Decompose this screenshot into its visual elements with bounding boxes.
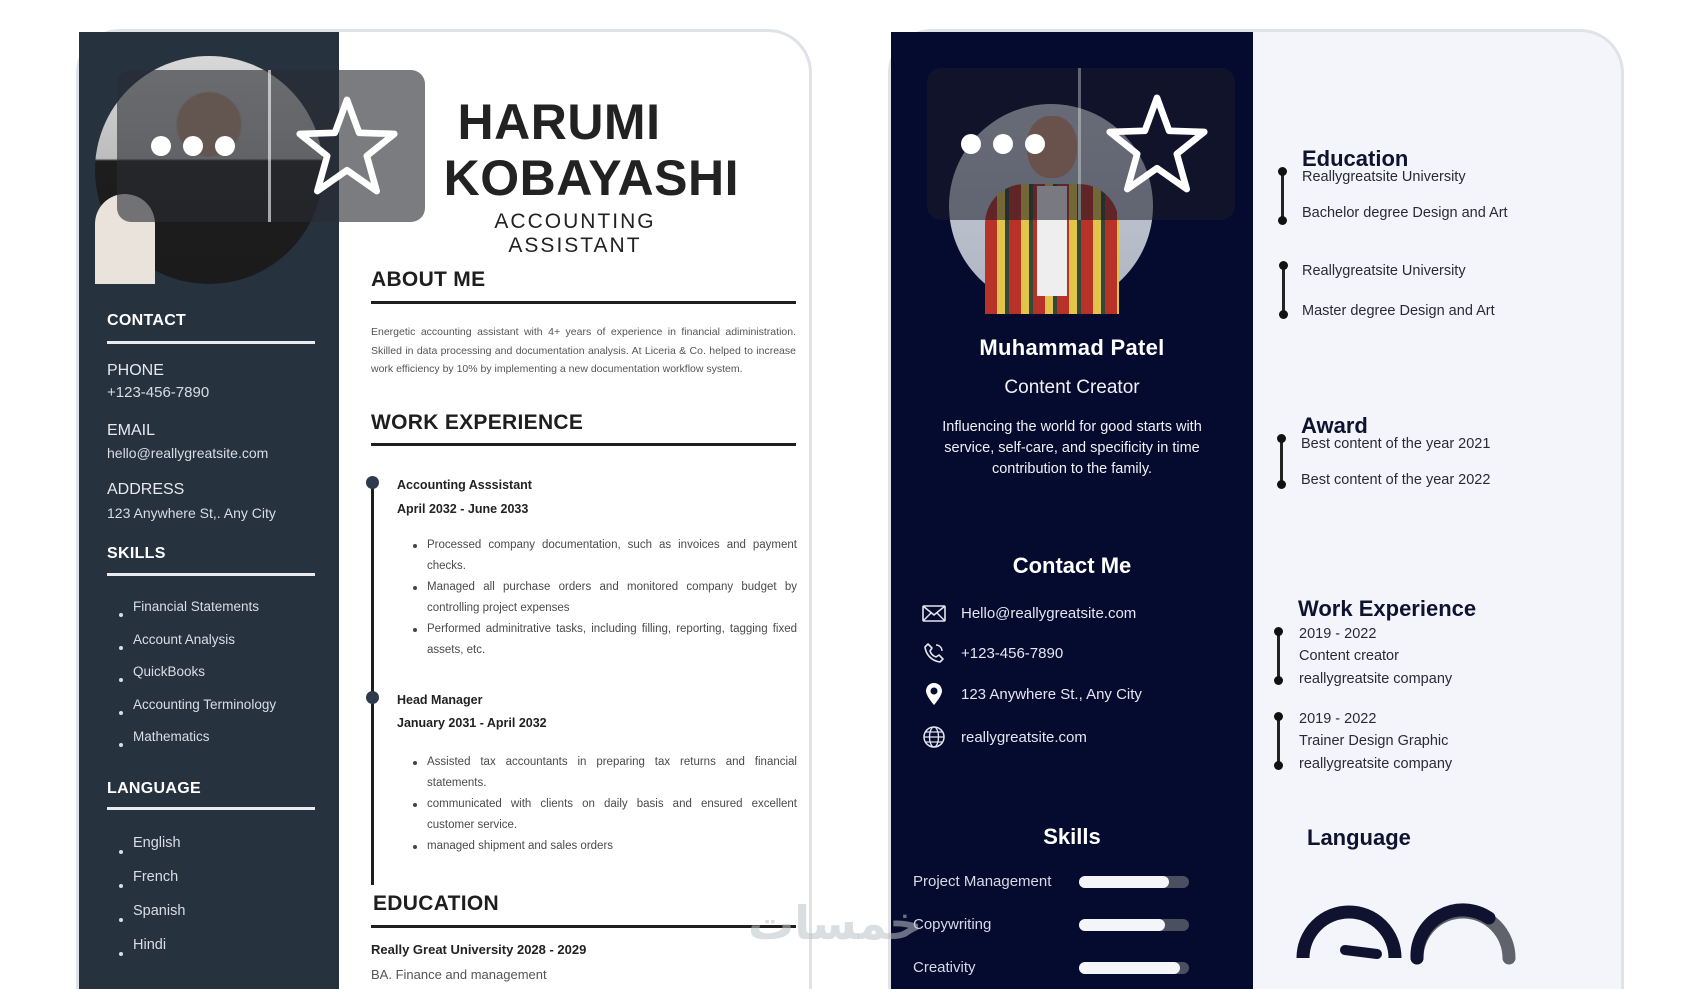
language-item: French: [119, 869, 185, 903]
contact-heading: CONTACT: [107, 312, 187, 329]
timeline-connector: [1281, 171, 1284, 221]
divider: [107, 807, 315, 810]
job-bullet: Assisted tax accountants in preparing tax returns and financial statements.: [413, 752, 797, 794]
skill-item: Accounting Terminology: [119, 697, 276, 730]
skill-item: Mathematics: [119, 729, 276, 762]
job-dates: April 2032 - June 2033: [397, 502, 529, 516]
divider: [371, 301, 796, 304]
divider: [107, 341, 315, 344]
work-company: reallygreatsite company: [1299, 671, 1453, 687]
job-bullets: [413, 535, 797, 661]
work-heading: WORK EXPERIENCE: [371, 411, 584, 434]
skill-item: Financial Statements: [119, 599, 276, 632]
card-hover-overlay: [927, 68, 1235, 220]
award-item: Best content of the year 2022: [1301, 472, 1491, 488]
mail-icon: [921, 600, 947, 626]
timeline-dot: [366, 691, 379, 704]
timeline-connector: [1277, 631, 1280, 681]
skill-item: QuickBooks: [119, 664, 276, 697]
contact-email: [921, 600, 1136, 626]
more-options-button[interactable]: [117, 70, 271, 222]
contact-address: [921, 681, 1142, 707]
job-role: ACCOUNTING ASSISTANT: [494, 210, 656, 257]
job-title: Accounting Asssistant: [397, 478, 532, 492]
resume-card-muhammad[interactable]: [888, 29, 1624, 989]
job-title: Head Manager: [397, 693, 483, 707]
education-heading: Education: [1302, 146, 1409, 171]
email-label: EMAIL: [107, 422, 156, 439]
job-bullet: communicated with clients on daily basis and ensured excellent customer service.: [413, 794, 797, 836]
language-list: [119, 835, 185, 971]
award-item: Best content of the year 2021: [1301, 436, 1491, 452]
skill-label: Project Management: [913, 873, 1052, 890]
contact-email-text: Hello@reallygreatsite.com: [961, 604, 1137, 622]
email-value: hello@reallygreatsite.com: [107, 445, 269, 461]
profile-bio: Influencing the world for good starts with service, self-care, and specificity in time contribution to the family.: [942, 419, 1202, 477]
skill-item: Account Analysis: [119, 632, 276, 665]
education-degree: BA. Finance and management: [371, 967, 547, 982]
about-heading: ABOUT ME: [371, 268, 486, 291]
watermark-logo: خمسات: [748, 896, 923, 950]
language-item: Spanish: [119, 903, 185, 937]
divider: [371, 925, 796, 928]
contact-website: [921, 724, 1087, 750]
favorite-button[interactable]: [1081, 68, 1232, 220]
timeline-dot: [366, 476, 379, 489]
education-degree: Bachelor degree Design and Art: [1302, 205, 1508, 221]
name-last: KOBAYASHI: [443, 150, 739, 206]
skill-bar: [1079, 962, 1189, 974]
job-dates: January 2031 - April 2032: [397, 716, 547, 730]
star-icon: [292, 91, 402, 201]
work-company: reallygreatsite company: [1299, 756, 1453, 772]
timeline-connector: [1282, 265, 1285, 315]
timeline-connector: [1280, 438, 1283, 485]
globe-icon: [921, 724, 947, 750]
job-bullet: managed shipment and sales orders: [413, 836, 797, 857]
contact-website-text: reallygreatsite.com: [961, 728, 1087, 746]
phone-value: +123-456-7890: [107, 384, 210, 401]
work-heading: Work Experience: [1298, 596, 1477, 621]
name-first: HARUMI: [457, 94, 661, 150]
skills-list: [119, 599, 276, 762]
phone-icon: [921, 640, 947, 666]
card-hover-overlay: [117, 70, 425, 222]
divider: [371, 443, 796, 446]
contact-phone: [921, 640, 1063, 666]
work-years: 2019 - 2022: [1299, 711, 1377, 727]
education-school: Reallygreatsite University: [1302, 169, 1466, 185]
location-pin-icon: [921, 681, 947, 707]
job-bullet: Performed adminitrative tasks, including filling, reporting, tagging fixed assets, etc.: [413, 619, 797, 661]
skill-row: [913, 959, 1213, 976]
job-bullets: [413, 752, 797, 857]
job-bullet: Managed all purchase orders and monitored company budget by controlling project expenses: [413, 577, 797, 619]
star-icon: [1102, 89, 1212, 199]
address-label: ADDRESS: [107, 481, 185, 498]
divider: [107, 573, 315, 576]
job-bullet: Processed company documentation, such as invoices and payment checks.: [413, 535, 797, 577]
timeline: [371, 481, 374, 885]
profile-role: Content Creator: [1004, 377, 1140, 398]
contact-phone-text: +123-456-7890: [961, 644, 1064, 662]
address-value: 123 Anywhere St,. Any City: [107, 505, 276, 521]
education-school: Reallygreatsite University: [1302, 263, 1466, 279]
favorite-button[interactable]: [271, 70, 422, 222]
more-options-icon: [961, 134, 1045, 154]
skills-heading: SKILLS: [107, 545, 166, 562]
education-school: Really Great University 2028 - 2029: [371, 942, 587, 957]
contact-heading: Contact Me: [1012, 553, 1132, 578]
skills-heading: Skills: [1043, 824, 1101, 849]
language-heading: Language: [1307, 825, 1411, 850]
work-role: Content creator: [1299, 648, 1399, 664]
skill-row: [913, 873, 1213, 890]
language-item: Hindi: [119, 937, 185, 971]
profile-name: Muhammad Patel: [979, 335, 1165, 360]
skill-bar: [1079, 919, 1189, 931]
skill-bar: [1079, 876, 1189, 888]
education-degree: Master degree Design and Art: [1302, 303, 1495, 319]
skill-label: Copywriting: [913, 916, 992, 933]
language-heading: LANGUAGE: [107, 780, 201, 797]
phone-label: PHONE: [107, 362, 164, 379]
more-options-icon: [151, 136, 235, 156]
resume-card-harumi[interactable]: [76, 29, 812, 989]
about-text: Energetic accounting assistant with 4+ years of experience in financial adiministration. Skilled in data processing and documentation analysis. At Liceria & Co. helped to increase work efficiency by 10% by implementing a new documentation workflow system.: [371, 326, 796, 375]
timeline-connector: [1277, 716, 1280, 766]
award-heading: Award: [1301, 413, 1368, 438]
language-gauge-2: [1407, 894, 1519, 964]
language-gauge-1: [1293, 894, 1405, 964]
education-heading: EDUCATION: [373, 892, 499, 915]
work-years: 2019 - 2022: [1299, 626, 1377, 642]
more-options-button[interactable]: [927, 68, 1081, 220]
skill-row: [913, 916, 1213, 933]
language-item: English: [119, 835, 185, 869]
work-role: Trainer Design Graphic: [1299, 733, 1449, 749]
skill-label: Creativity: [913, 959, 976, 976]
contact-address-text: 123 Anywhere St., Any City: [961, 685, 1142, 703]
